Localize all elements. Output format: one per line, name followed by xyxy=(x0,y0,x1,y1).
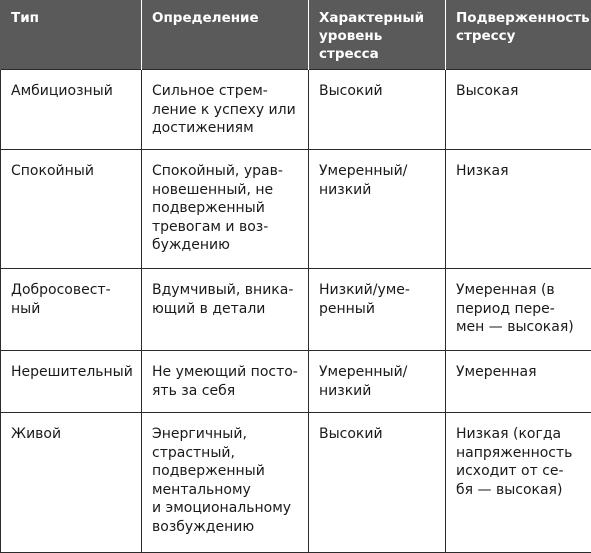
cell-stress-level: Умеренный/ низкий xyxy=(309,351,446,413)
header-row xyxy=(1,0,591,70)
header-stress-level: Характерный уровень стресса xyxy=(309,0,446,70)
cell-type: Спокойный xyxy=(1,150,142,269)
cell-definition: Спокойный, урав- новешенный, не подверженный тревогам и воз- буждению xyxy=(142,150,309,269)
table-body xyxy=(1,70,591,553)
cell-definition: Сильное стрем- ление к успеху или достижениям xyxy=(142,70,309,150)
cell-type: Нерешительный xyxy=(1,351,142,413)
cell-stress-level: Высокий xyxy=(309,413,446,553)
cell-stress-level: Высокий xyxy=(309,70,446,150)
cell-definition: Не умеющий посто- ять за себя xyxy=(142,351,309,413)
table-row xyxy=(1,413,591,553)
cell-susceptibility: Низкая xyxy=(446,150,591,269)
cell-susceptibility: Низкая (когда напряженность исходит от се- бя — высокая) xyxy=(446,413,591,553)
cell-type: Живой xyxy=(1,413,142,553)
table-row xyxy=(1,70,591,150)
cell-type: Добросовест- ный xyxy=(1,269,142,351)
cell-stress-level: Низкий/уме- ренный xyxy=(309,269,446,351)
cell-definition: Вдумчивый, вника- ющий в детали xyxy=(142,269,309,351)
table-row xyxy=(1,351,591,413)
table-row xyxy=(1,150,591,269)
header-type: Тип xyxy=(1,0,142,70)
cell-stress-level: Умеренный/ низкий xyxy=(309,150,446,269)
cell-type: Амбициозный xyxy=(1,70,142,150)
cell-definition: Энергичный, страстный, подверженный ментальному и эмоциональному возбуждению xyxy=(142,413,309,553)
cell-susceptibility: Высокая xyxy=(446,70,591,150)
table-row xyxy=(1,269,591,351)
table-header xyxy=(1,0,591,70)
header-stress-susceptibility: Подверженность стрессу xyxy=(446,0,591,70)
header-definition: Определение xyxy=(142,0,309,70)
cell-susceptibility: Умеренная (в период пере- мен — высокая) xyxy=(446,269,591,351)
cell-susceptibility: Умеренная xyxy=(446,351,591,413)
